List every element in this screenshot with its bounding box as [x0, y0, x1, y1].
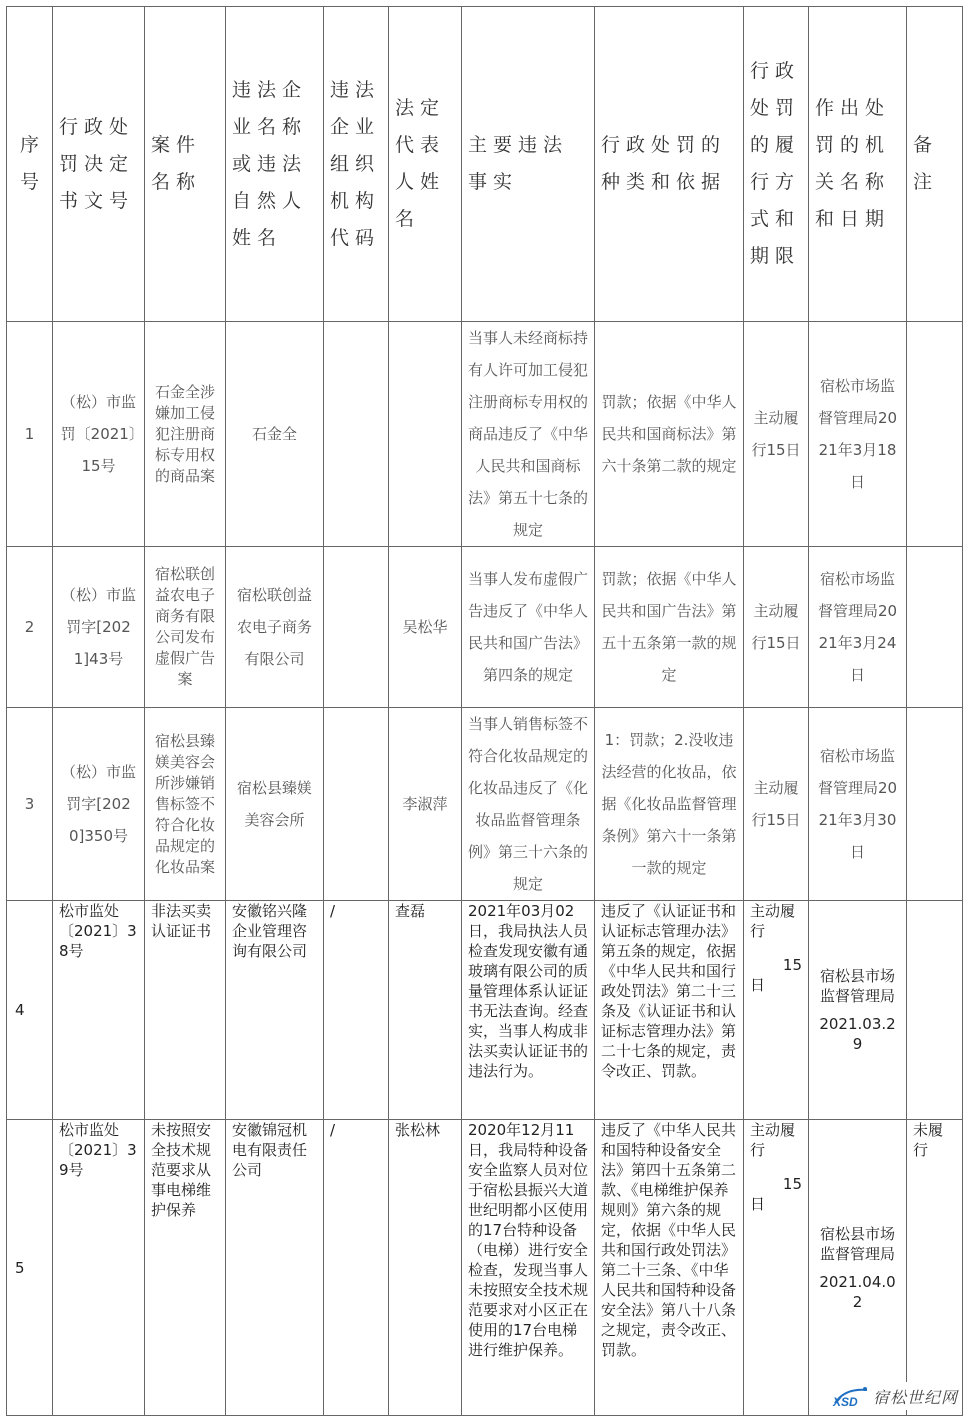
header-authority: 作出处罚的机关名称和日期	[809, 7, 907, 322]
cell-method: 主动履行15日	[744, 547, 809, 708]
cell-facts: 2021年03月02日，我局执法人员检查发现安徽有通玻璃有限公司的质量管理体系认证证书无法查询。经查实，当事人构成非法买卖认证证书的违法行为。	[462, 901, 595, 1120]
cell-case-name: 石金全涉嫌加工侵犯注册商标专用权的商品案	[145, 322, 226, 547]
cell-party: 安徽锦冠机电有限责任公司	[226, 1120, 324, 1416]
cell-case-name: 宿松联创益农电子商务有限公司发布虚假广告案	[145, 547, 226, 708]
cell-penalty: 违反了《认证证书和认证标志管理办法》第五条的规定，依据《中华人民共和国行政处罚法》第二十三条及《认证证书和认证标志管理办法》第二十七条的规定，责令改正、罚款。	[595, 901, 744, 1120]
cell-party: 安徽铭兴隆企业管理咨询有限公司	[226, 901, 324, 1120]
penalty-table	[6, 6, 963, 1416]
cell-penalty: 1：罚款；2.没收违法经营的化妆品，依据《化妆品监督管理条例》第六十一条第一款的规定	[595, 708, 744, 901]
method-label: 主动履行	[750, 1121, 796, 1159]
cell-facts: 2020年12月11日，我局特种设备安全监察人员对位于宿松县振兴大道世纪明都小区使用的17台特种设备（电梯）进行安全检查，发现当事人未按照安全技术规范要求对小区正在使用的17台电梯进行维护保养。	[462, 1120, 595, 1416]
cell-legal-rep	[389, 322, 462, 547]
authority-name: 宿松县市场监督管理局	[819, 1224, 895, 1263]
cell-seq: 4	[7, 901, 53, 1120]
cell-facts: 当事人未经商标持有人许可加工侵犯注册商标专用权的商品违反了《中华人民共和国商标法》第五十七条的规定	[462, 322, 595, 547]
site-logo-icon	[831, 1384, 871, 1408]
cell-authority	[809, 901, 907, 1120]
header-method: 行政处罚的履行方式和期限	[744, 7, 809, 322]
cell-facts: 当事人销售标签不符合化妆品规定的化妆品违反了《化妆品监督管理条例》第三十六条的规定	[462, 708, 595, 901]
cell-penalty: 罚款；依据《中华人民共和国商标法》第六十条第二款的规定	[595, 322, 744, 547]
table-row	[7, 1120, 963, 1416]
header-seq: 序号	[7, 7, 53, 322]
cell-remark	[907, 708, 963, 901]
cell-legal-rep: 吴松华	[389, 547, 462, 708]
cell-org-code: /	[324, 1120, 389, 1416]
cell-penalty: 罚款；依据《中华人民共和国广告法》第五十五条第一款的规定	[595, 547, 744, 708]
cell-legal-rep: 张松林	[389, 1120, 462, 1416]
cell-method: 主动履行15日	[744, 322, 809, 547]
cell-org-code	[324, 547, 389, 708]
cell-case-name: 非法买卖认证证书	[145, 901, 226, 1120]
cell-authority	[809, 1120, 907, 1416]
method-days: 15	[782, 1175, 802, 1193]
table-row	[7, 708, 963, 901]
header-party: 违法企业名称或违法自然人姓名	[226, 7, 324, 322]
cell-remark	[907, 547, 963, 708]
cell-authority: 宿松市场监督管理局2021年3月18日	[809, 322, 907, 547]
header-facts: 主要违法事实	[462, 7, 595, 322]
authority-date: 2021.04.02	[819, 1272, 896, 1311]
authority-name: 宿松县市场监督管理局	[819, 967, 895, 1005]
cell-method	[744, 901, 809, 1120]
cell-authority: 宿松市场监督管理局2021年3月30日	[809, 708, 907, 901]
cell-seq: 1	[7, 322, 53, 547]
cell-authority: 宿松市场监督管理局2021年3月24日	[809, 547, 907, 708]
header-row	[7, 7, 963, 322]
header-remark: 备注	[907, 7, 963, 322]
cell-remark	[907, 322, 963, 547]
header-legal-rep: 法定代表人姓名	[389, 7, 462, 322]
cell-org-code	[324, 322, 389, 547]
cell-method	[744, 1120, 809, 1416]
cell-party: 石金全	[226, 322, 324, 547]
header-case-name: 案件名称	[145, 7, 226, 322]
cell-seq: 3	[7, 708, 53, 901]
cell-doc-no: （松）市监罚〔2021〕15号	[53, 322, 145, 547]
cell-remark	[907, 901, 963, 1120]
cell-doc-no: 松市监处〔2021〕39号	[53, 1120, 145, 1416]
cell-case-name: 宿松县臻媄美容会所涉嫌销售标签不符合化妆品规定的化妆品案	[145, 708, 226, 901]
cell-seq: 2	[7, 547, 53, 708]
site-name: 宿松世纪网	[872, 1387, 958, 1407]
authority-date: 2021.03.29	[819, 1015, 896, 1053]
table-row	[7, 547, 963, 708]
header-penalty: 行政处罚的种类和依据	[595, 7, 744, 322]
cell-method: 主动履行15日	[744, 708, 809, 901]
method-unit: 日	[750, 976, 766, 994]
cell-doc-no: （松）市监罚字[2020]350号	[53, 708, 145, 901]
cell-party: 宿松联创益农电子商务有限公司	[226, 547, 324, 708]
table-row	[7, 901, 963, 1120]
cell-remark: 未履行	[907, 1120, 963, 1416]
cell-seq: 5	[7, 1120, 53, 1416]
cell-legal-rep: 李淑萍	[389, 708, 462, 901]
cell-party: 宿松县臻媄美容会所	[226, 708, 324, 901]
header-org-code: 违法企业组织机构代码	[324, 7, 389, 322]
table-row	[7, 322, 963, 547]
svg-text:XSD: XSD	[832, 1395, 858, 1408]
cell-org-code: /	[324, 901, 389, 1120]
watermark	[827, 1382, 962, 1410]
cell-doc-no: 松市监处〔2021〕38号	[53, 901, 145, 1120]
header-doc-no: 行政处罚决定书文号	[53, 7, 145, 322]
cell-legal-rep: 查磊	[389, 901, 462, 1120]
method-label: 主动履行	[750, 902, 796, 940]
cell-case-name: 未按照安全技术规范要求从事电梯维护保养	[145, 1120, 226, 1416]
cell-doc-no: （松）市监罚字[2021]43号	[53, 547, 145, 708]
method-unit: 日	[750, 1195, 766, 1213]
cell-penalty: 违反了《中华人民共和国特种设备安全法》第四十五条第二款、《电梯维护保养规则》第六条的规定，依据《中华人民共和国行政处罚法》第二十三条、《中华人民共和国特种设备安全法》第八十八条之规定，责令改正、罚款。	[595, 1120, 744, 1416]
cell-org-code	[324, 708, 389, 901]
method-days: 15	[782, 956, 802, 974]
cell-facts: 当事人发布虚假广告违反了《中华人民共和国广告法》第四条的规定	[462, 547, 595, 708]
